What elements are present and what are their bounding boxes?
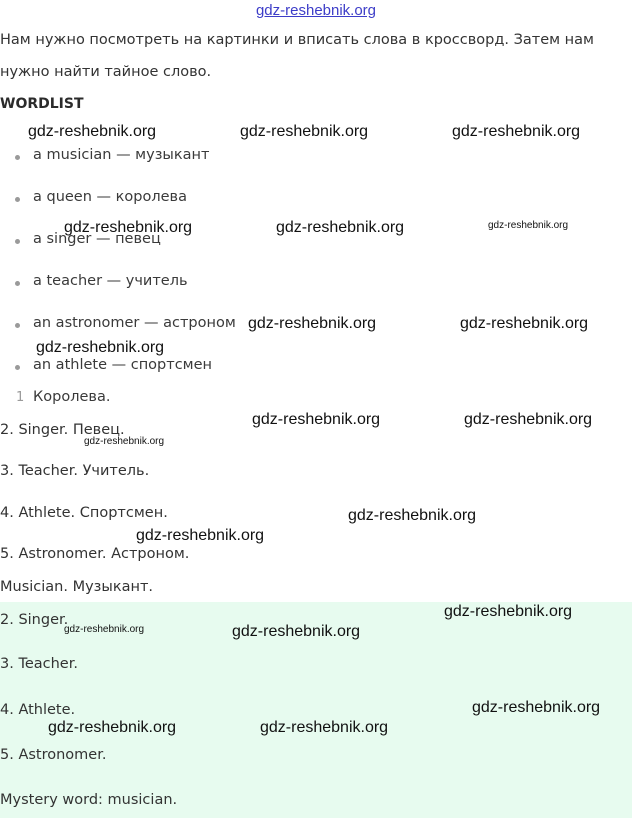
watermark: gdz-reshebnik.org <box>472 699 601 716</box>
translation-line: 2. Singer. Певец. <box>0 422 125 438</box>
watermark: gdz-reshebnik.org <box>452 123 581 140</box>
wordlist-item: an athlete — спортсмен <box>33 357 213 373</box>
answer-line: 2. Singer. <box>0 612 69 628</box>
watermark: gdz-reshebnik.org <box>36 339 165 356</box>
watermark: gdz-reshebnik.org <box>252 411 381 428</box>
wordlist-heading: WORDLIST <box>0 96 84 112</box>
wordlist-item: a teacher — учитель <box>33 273 188 289</box>
watermark: gdz-reshebnik.org <box>444 603 573 620</box>
translation-line: 3. Teacher. Учитель. <box>0 463 150 479</box>
bullet-icon <box>15 281 20 286</box>
translation-line: Musician. Музыкант. <box>0 579 154 595</box>
intro-line-2: нужно найти тайное слово. <box>0 64 212 80</box>
watermark: gdz-reshebnik.org <box>276 219 405 236</box>
watermark: gdz-reshebnik.org <box>64 624 145 635</box>
bullet-icon <box>15 365 20 370</box>
answer-line: 5. Astronomer. <box>0 747 107 763</box>
answer-line: 3. Teacher. <box>0 656 78 672</box>
wordlist-item: a singer — певец <box>33 231 161 247</box>
wordlist-item: a musician — музыкант <box>33 147 210 163</box>
intro-line-1: Нам нужно посмотреть на картинки и вписать слова в кроссворд. Затем нам <box>0 32 594 48</box>
bullet-icon <box>15 239 20 244</box>
watermark: gdz-reshebnik.org <box>240 123 369 140</box>
watermark: gdz-reshebnik.org <box>136 527 265 544</box>
watermark: gdz-reshebnik.org <box>84 436 165 447</box>
wordlist-item: an astronomer — астроном <box>33 315 236 331</box>
bullet-icon <box>15 323 20 328</box>
watermark: gdz-reshebnik.org <box>464 411 593 428</box>
answer-line: Mystery word: musician. <box>0 792 178 808</box>
watermark: gdz-reshebnik.org <box>232 623 361 640</box>
translation-line: 4. Athlete. Спортсмен. <box>0 505 168 521</box>
watermark: gdz-reshebnik.org <box>348 507 477 524</box>
watermark: gdz-reshebnik.org <box>260 719 389 736</box>
watermark: gdz-reshebnik.org <box>64 219 193 236</box>
bullet-icon <box>15 155 20 160</box>
list-number: 1 <box>16 390 25 405</box>
translation-line: 5. Astronomer. Астроном. <box>0 546 190 562</box>
watermark: gdz-reshebnik.org <box>28 123 157 140</box>
wordlist-item: a queen — королева <box>33 189 187 205</box>
watermark: gdz-reshebnik.org <box>460 315 589 332</box>
bullet-icon <box>15 197 20 202</box>
answer-line: 4. Athlete. <box>0 702 76 718</box>
watermark: gdz-reshebnik.org <box>48 719 177 736</box>
translation-line: Королева. <box>33 389 111 405</box>
site-header-link[interactable]: gdz-reshebnik.org <box>255 2 377 19</box>
watermark: gdz-reshebnik.org <box>248 315 377 332</box>
watermark: gdz-reshebnik.org <box>488 220 569 231</box>
